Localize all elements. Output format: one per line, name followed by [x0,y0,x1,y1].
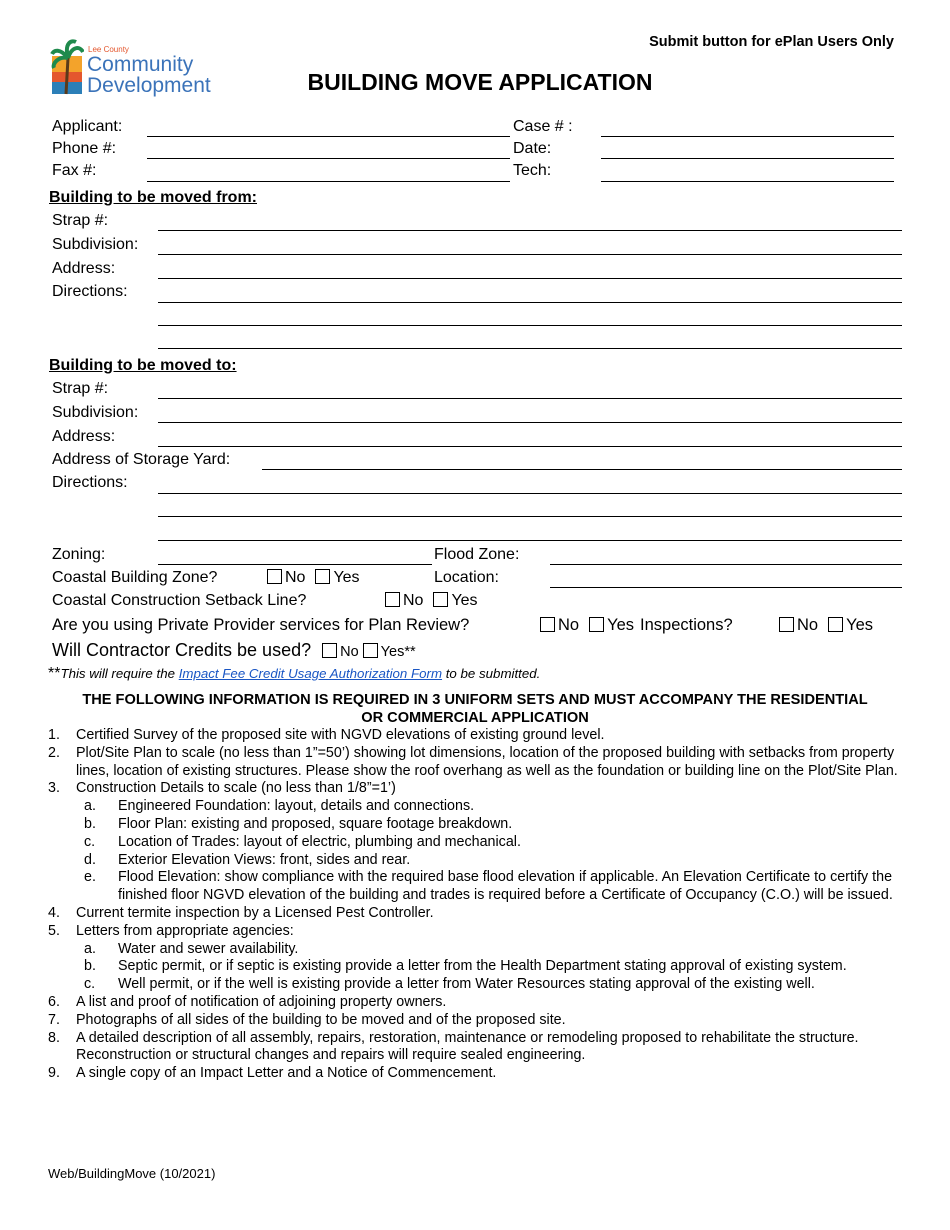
setback-no-label: No [403,592,424,609]
tech-field[interactable] [601,181,894,182]
requirements-heading-line1: THE FOLLOWING INFORMATION IS REQUIRED IN 3 UNIFORM SETS AND MUST ACCOMPANY THE RESIDENTIAL [82,692,868,708]
list-item: 4. Current termite inspection by a Licensed Pest Controller. [48,904,434,921]
zoning-field[interactable] [158,564,432,565]
setback-yes-label: Yes [451,592,478,609]
requirements-heading-line2: OR COMMERCIAL APPLICATION [361,710,589,726]
private-provider-label: Are you using Private Provider services for Plan Review? [52,616,470,634]
to-strap-label: Strap #: [52,380,109,397]
contractor-credits-label: Will Contractor Credits be used? [52,640,312,660]
list-item: 6. A list and proof of notification of adjoining property owners. [48,993,447,1010]
list-item: 8. A detailed description of all assembly, repairs, restoration, maintenance or remodeling proposed to rehabilitate the structure. Reconstruction or structural changes and repairs will require sealed engineering. [48,1029,859,1064]
list-item: a. Engineered Foundation: layout, details and connections. [84,798,475,815]
coastal-zone-options [267,569,370,587]
inspections-yes-checkbox[interactable] [828,617,843,632]
coastal-zone-yes-checkbox[interactable] [315,569,330,584]
to-strap-field[interactable] [158,398,902,399]
list-item: 1. Certified Survey of the proposed site with NGVD elevations of existing ground level. [48,727,605,743]
inspections-options [779,616,883,634]
note-stars: ** [48,665,61,682]
contractor-credits-yes-checkbox[interactable] [363,643,378,658]
private-provider-yes-label: Yes [607,616,635,634]
from-address-label: Address: [52,260,116,277]
private-provider-no-label: No [558,616,580,634]
palm-tree-logo-icon [50,38,84,96]
to-subdivision-field[interactable] [158,422,902,423]
inspections-no-label: No [797,616,819,634]
contractor-credits-no-label: No [340,644,359,660]
coastal-zone-no-checkbox[interactable] [267,569,282,584]
contractor-credits-row [52,640,426,662]
applicant-label: Applicant: [52,118,123,135]
list-item: b. Septic permit, or if septic is existing provide a letter from the Health Department stating approval of existing system. [84,958,847,975]
list-item: c. Location of Trades: layout of electric, plumbing and mechanical. [84,833,521,850]
applicant-field[interactable] [147,136,510,137]
list-item: d. Exterior Elevation Views: front, sides and rear. [84,851,411,868]
requirements-heading [40,691,910,727]
to-address-label: Address: [52,428,116,445]
to-directions-field-1[interactable] [158,493,902,494]
setback-options [385,592,488,610]
case-field[interactable] [601,136,894,137]
list-item: e. Flood Elevation: show compliance with the required base flood elevation if applicable. An Elevation Certificate to certify the finished floor NGVD elevation of the building and trades is required before a Certificate of Occupancy (C.O.) will be issued. [84,869,893,904]
from-subdivision-field[interactable] [158,254,902,255]
setback-yes-checkbox[interactable] [433,592,448,607]
private-provider-options [540,616,733,634]
submit-note: Submit button for ePlan Users Only [649,34,894,50]
moved-to-heading: Building to be moved to: [49,357,237,374]
list-item: b. Floor Plan: existing and proposed, square footage breakdown. [84,815,513,832]
coastal-zone-no-label: No [285,569,306,586]
moved-from-heading: Building to be moved from: [49,189,257,206]
to-address-field[interactable] [158,446,902,447]
to-directions-field-3[interactable] [158,540,902,541]
storage-yard-field[interactable] [262,469,902,470]
inspections-no-checkbox[interactable] [779,617,794,632]
note-text-before: This will require the [60,666,179,681]
location-field[interactable] [550,587,902,588]
note-text-after: to be submitted. [442,666,541,681]
date-label: Date: [513,140,552,157]
phone-field[interactable] [147,158,510,159]
from-directions-field-2[interactable] [158,325,902,326]
to-subdivision-label: Subdivision: [52,404,139,421]
contractor-credits-no-checkbox[interactable] [322,643,337,658]
date-field[interactable] [601,158,894,159]
list-item: a. Water and sewer availability. [84,940,299,957]
credit-note [48,665,540,683]
logo-small-text: Lee County [88,45,129,54]
fax-field[interactable] [147,181,510,182]
to-directions-label: Directions: [52,474,128,491]
list-item: 9. A single copy of an Impact Letter and a Notice of Commencement. [48,1065,497,1082]
footer-code: Web/BuildingMove (10/2021) [48,1166,216,1181]
storage-yard-label: Address of Storage Yard: [52,451,231,468]
list-item: c. Well permit, or if the well is existing provide a letter from Water Resources stating approval of the existing well. [84,976,815,993]
inspections-label: Inspections? [640,616,733,634]
setback-no-checkbox[interactable] [385,592,400,607]
logo-line2: Development [87,74,211,97]
list-item: 7. Photographs of all sides of the building to be moved and of the proposed site. [48,1011,566,1028]
contractor-credits-yes-label: Yes** [380,644,416,660]
from-subdivision-label: Subdivision: [52,236,139,253]
phone-label: Phone #: [52,140,117,157]
from-strap-label: Strap #: [52,212,109,229]
setback-line-label: Coastal Construction Setback Line? [52,592,307,609]
case-label: Case # : [513,118,573,135]
fax-label: Fax #: [52,162,97,179]
location-label: Location: [434,569,499,586]
list-item: 2. Plot/Site Plan to scale (no less than 1”=50’) showing lot dimensions, location of the proposed building with setbacks from property lines, location of existing structures. Please show the roof overhang as well as the foundation or building line on the Plot/Site Plan. [48,744,898,779]
logo [50,38,220,98]
coastal-zone-label: Coastal Building Zone? [52,569,218,586]
page-title: BUILDING MOVE APPLICATION [307,69,653,95]
from-directions-label: Directions: [52,283,128,300]
private-provider-no-checkbox[interactable] [540,617,555,632]
inspections-yes-label: Yes [846,616,874,634]
requirements-list [48,727,908,1083]
flood-zone-field[interactable] [550,564,902,565]
coastal-zone-yes-label: Yes [333,569,360,586]
logo-line1: Community [87,53,194,76]
to-directions-field-2[interactable] [158,516,902,517]
impact-fee-form-link[interactable]: Impact Fee Credit Usage Authorization Form [178,666,443,681]
from-directions-field-1[interactable] [158,302,902,303]
private-provider-yes-checkbox[interactable] [589,617,604,632]
from-directions-field-3[interactable] [158,348,902,349]
flood-zone-label: Flood Zone: [434,546,520,563]
from-strap-field[interactable] [158,230,902,231]
from-address-field[interactable] [158,278,902,279]
list-item: 3. Construction Details to scale (no less than 1/8”=1’) [48,780,396,797]
tech-label: Tech: [513,162,552,179]
zoning-label: Zoning: [52,546,106,563]
list-item: 5. Letters from appropriate agencies: [48,922,294,939]
